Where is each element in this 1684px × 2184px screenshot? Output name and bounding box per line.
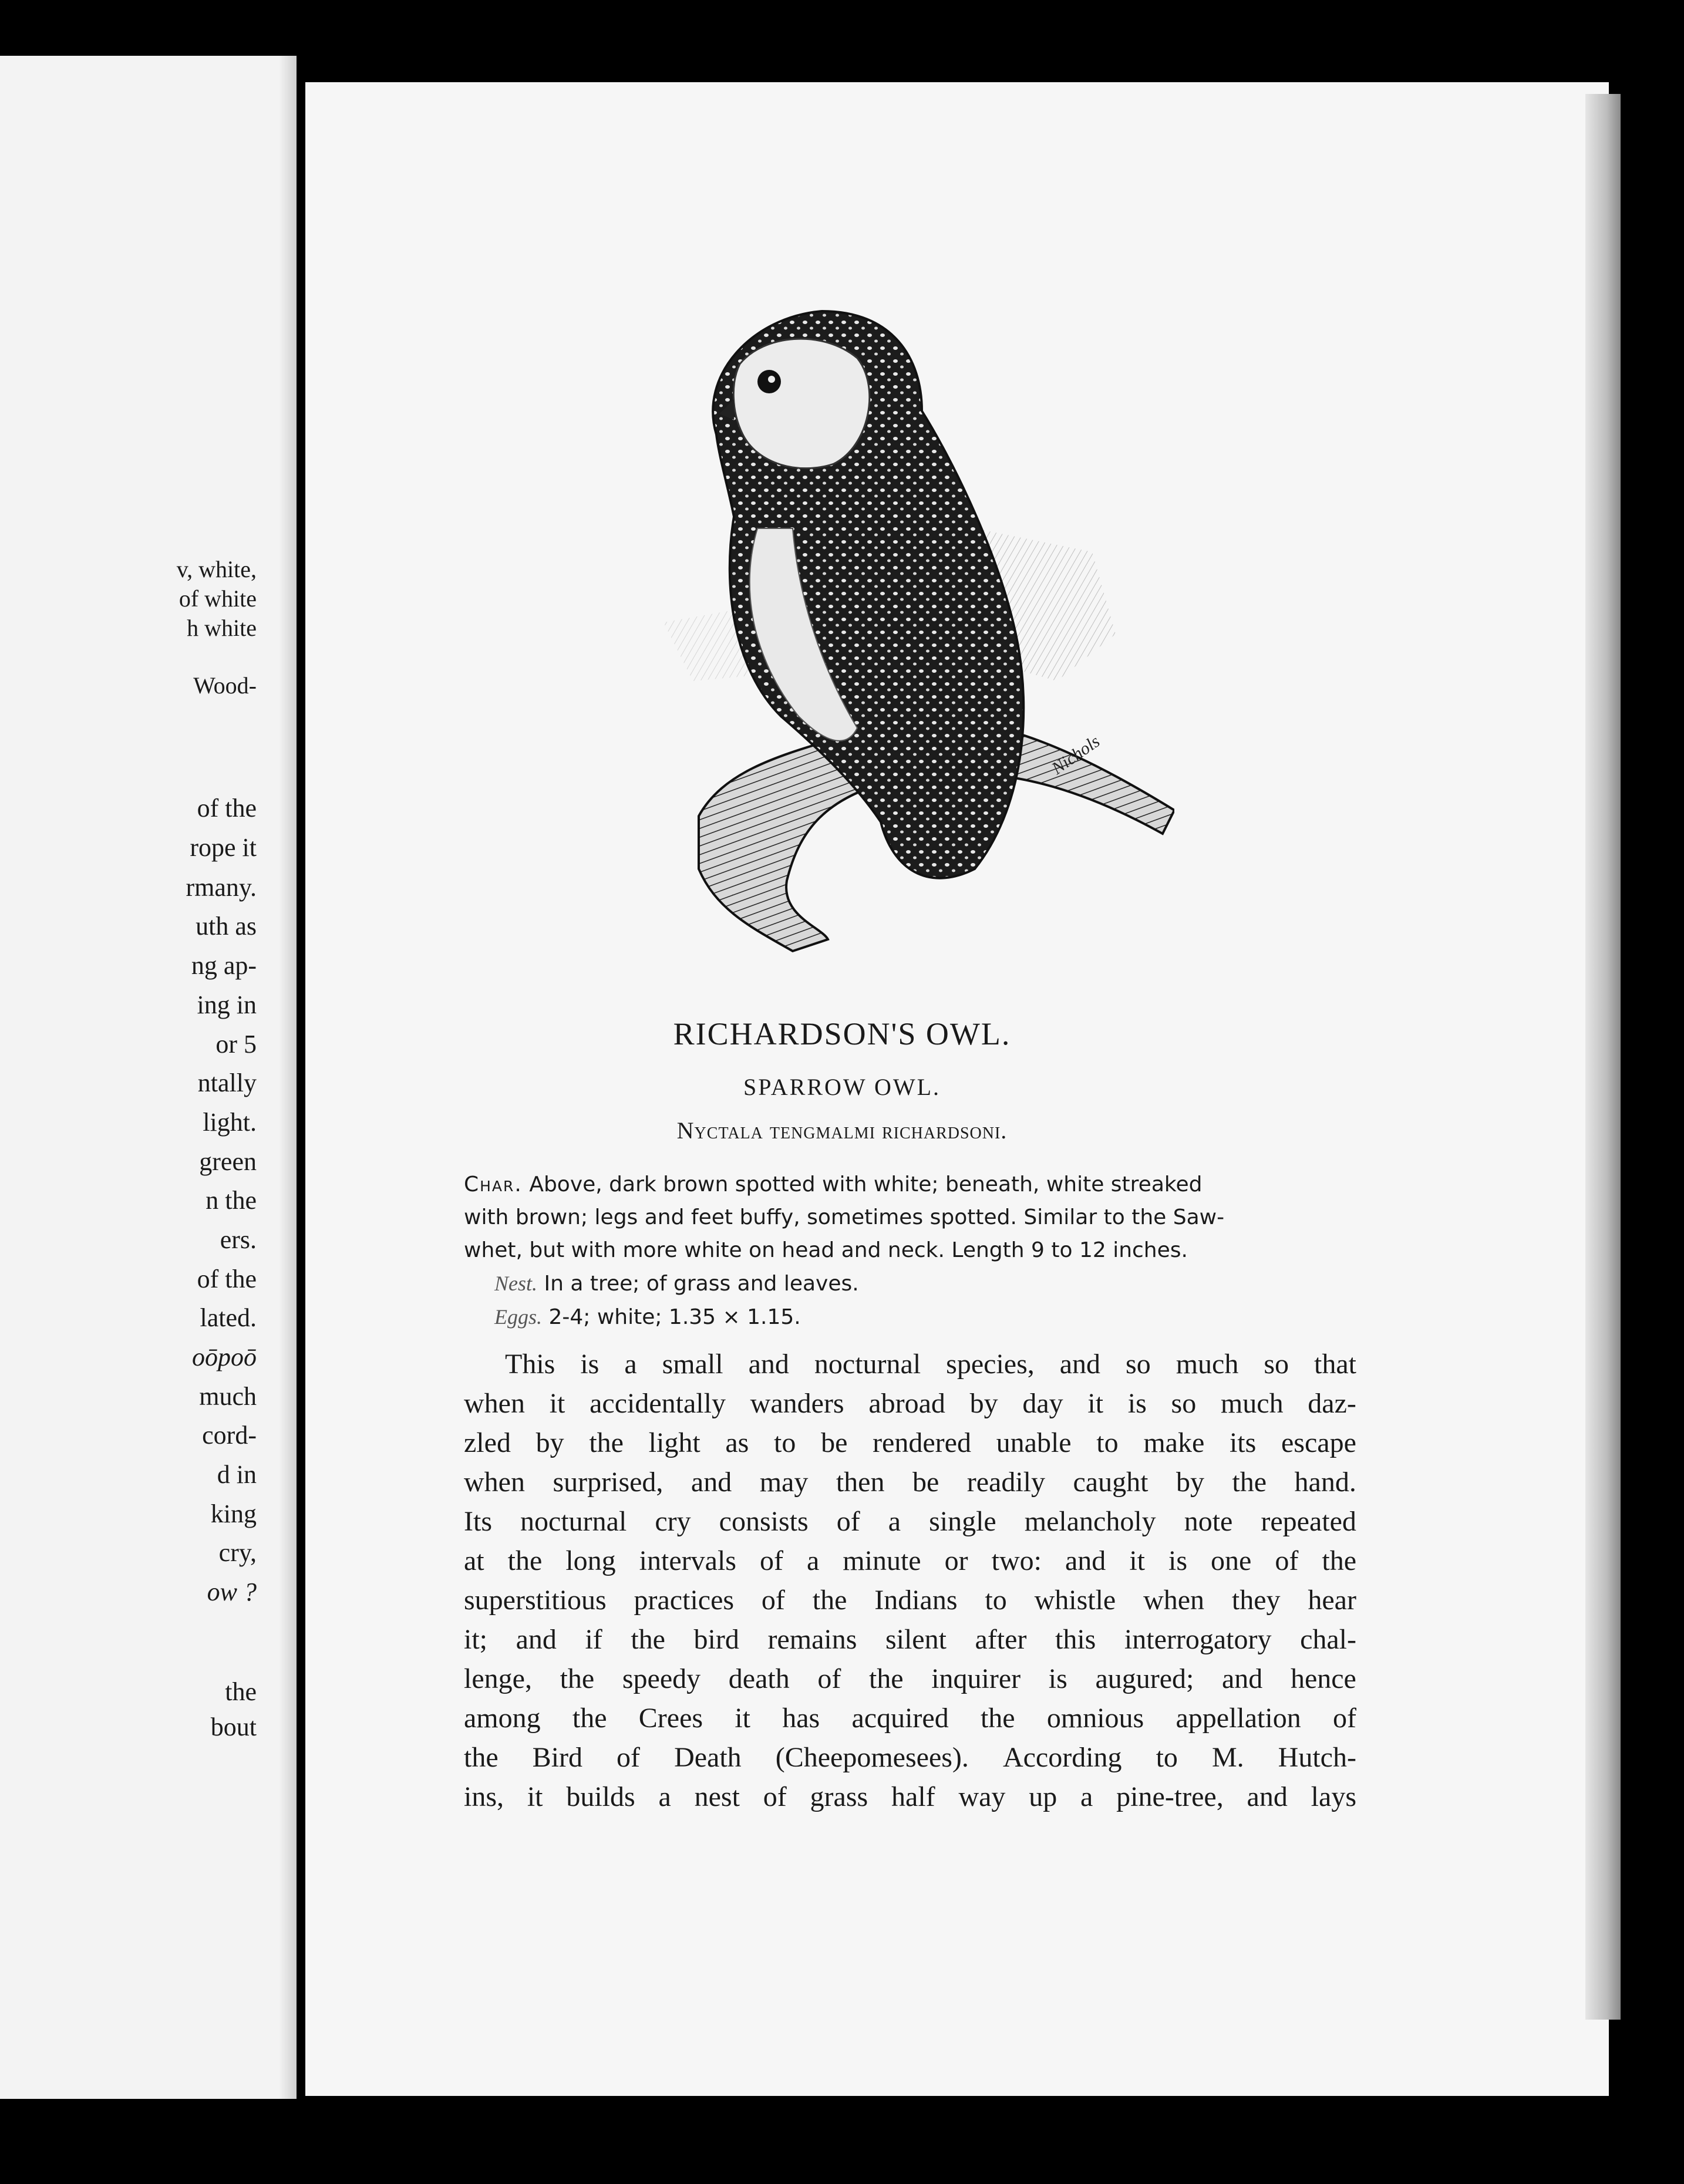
left-page-fragment: ntally [197,1069,257,1097]
body-line: This is a small and nocturnal species, and so much so that [505,1349,1356,1380]
left-page-fragment: king [210,1499,257,1528]
left-page-fragment: rope it [190,833,257,862]
left-page-fragment: light. [203,1108,257,1137]
characteristics-block [464,1168,1356,1334]
left-page-fragment: d in [217,1460,257,1489]
left-page-fragment: bout [210,1713,257,1741]
illustrator-signature: Nichols [1048,732,1104,778]
char-line: with brown; legs and feet buffy, sometimes spotted. Similar to the Saw- [464,1205,1225,1229]
eggs-label: Eggs. [494,1305,542,1329]
left-page-fragment: h white [187,615,257,641]
left-page-fragment: v, white, [176,556,257,582]
left-page-fragment: ing in [197,990,257,1019]
nest-label: Nest. [494,1272,538,1295]
nest-line [464,1267,1356,1300]
species-subtitle: SPARROW OWL. [743,1074,941,1100]
left-page-fragment: of the [197,794,257,823]
page-edge [1585,94,1621,2020]
left-page-fragment: cord- [202,1421,257,1450]
eggs-text: 2-4; white; 1.35 × 1.15. [548,1305,801,1329]
char-label: Char. [464,1172,523,1197]
left-page-fragment: n the [206,1186,257,1215]
body-line: zled by the light as to be rendered unable to make its escape [464,1427,1356,1458]
body-line: when it accidentally wanders abroad by day it is so much daz- [464,1388,1356,1419]
body-line: it; and if the bird remains silent after this interrogatory chal- [464,1624,1356,1655]
body-line: when surprised, and may then be readily caught by the hand. [464,1467,1356,1498]
body-line: lenge, the speedy death of the inquirer is augured; and hence [464,1663,1356,1694]
body-line: ins, it builds a nest of grass half way up a pine-tree, and lays [464,1781,1356,1812]
left-page-fragment: much [199,1382,257,1411]
species-latin-name: Nyctala tengmalmi richardsoni. [676,1117,1008,1144]
left-page-fragment: the [225,1677,257,1706]
left-page-fragment: of white [178,585,257,612]
left-page-fragment: of the [197,1265,257,1293]
char-text: Above, dark brown spotted with white; beneath, white streaked [529,1172,1203,1197]
left-page-fragment: ers. [220,1225,257,1254]
owl-illustration [646,305,1174,963]
body-paragraph [464,1344,1356,1816]
left-page-fragment: uth as [196,912,257,941]
body-line: among the Crees it has acquired the omnious appellation of [464,1703,1356,1734]
body-line: Its nocturnal cry consists of a single melancholy note repeated [464,1506,1356,1537]
left-page-fragment: Wood- [193,672,257,699]
left-page-fragment: cry, [218,1538,257,1567]
body-line: at the long intervals of a minute or two: and it is one of the [464,1545,1356,1576]
char-line [464,1168,1356,1201]
body-line: the Bird of Death (Cheepomesees). According to M. Hutch- [464,1742,1356,1773]
nest-text: In a tree; of grass and leaves. [544,1272,859,1296]
species-title: RICHARDSON'S OWL. [673,1016,1011,1051]
left-page-fragment: green [199,1147,257,1176]
left-page-fragment: ng ap- [191,951,257,980]
body-line: superstitious practices of the Indians to whistle when they hear [464,1585,1356,1616]
char-line: whet, but with more white on head and neck. Length 9 to 12 inches. [464,1238,1188,1262]
left-page-fragment: ow ? [207,1578,257,1606]
left-page-fragment: or 5 [215,1030,257,1059]
left-page-fragment: oōpoō [192,1343,257,1371]
left-page-fragment: lated. [200,1303,257,1332]
eggs-line [464,1300,1356,1334]
left-page-fragment: rmany. [186,873,257,902]
